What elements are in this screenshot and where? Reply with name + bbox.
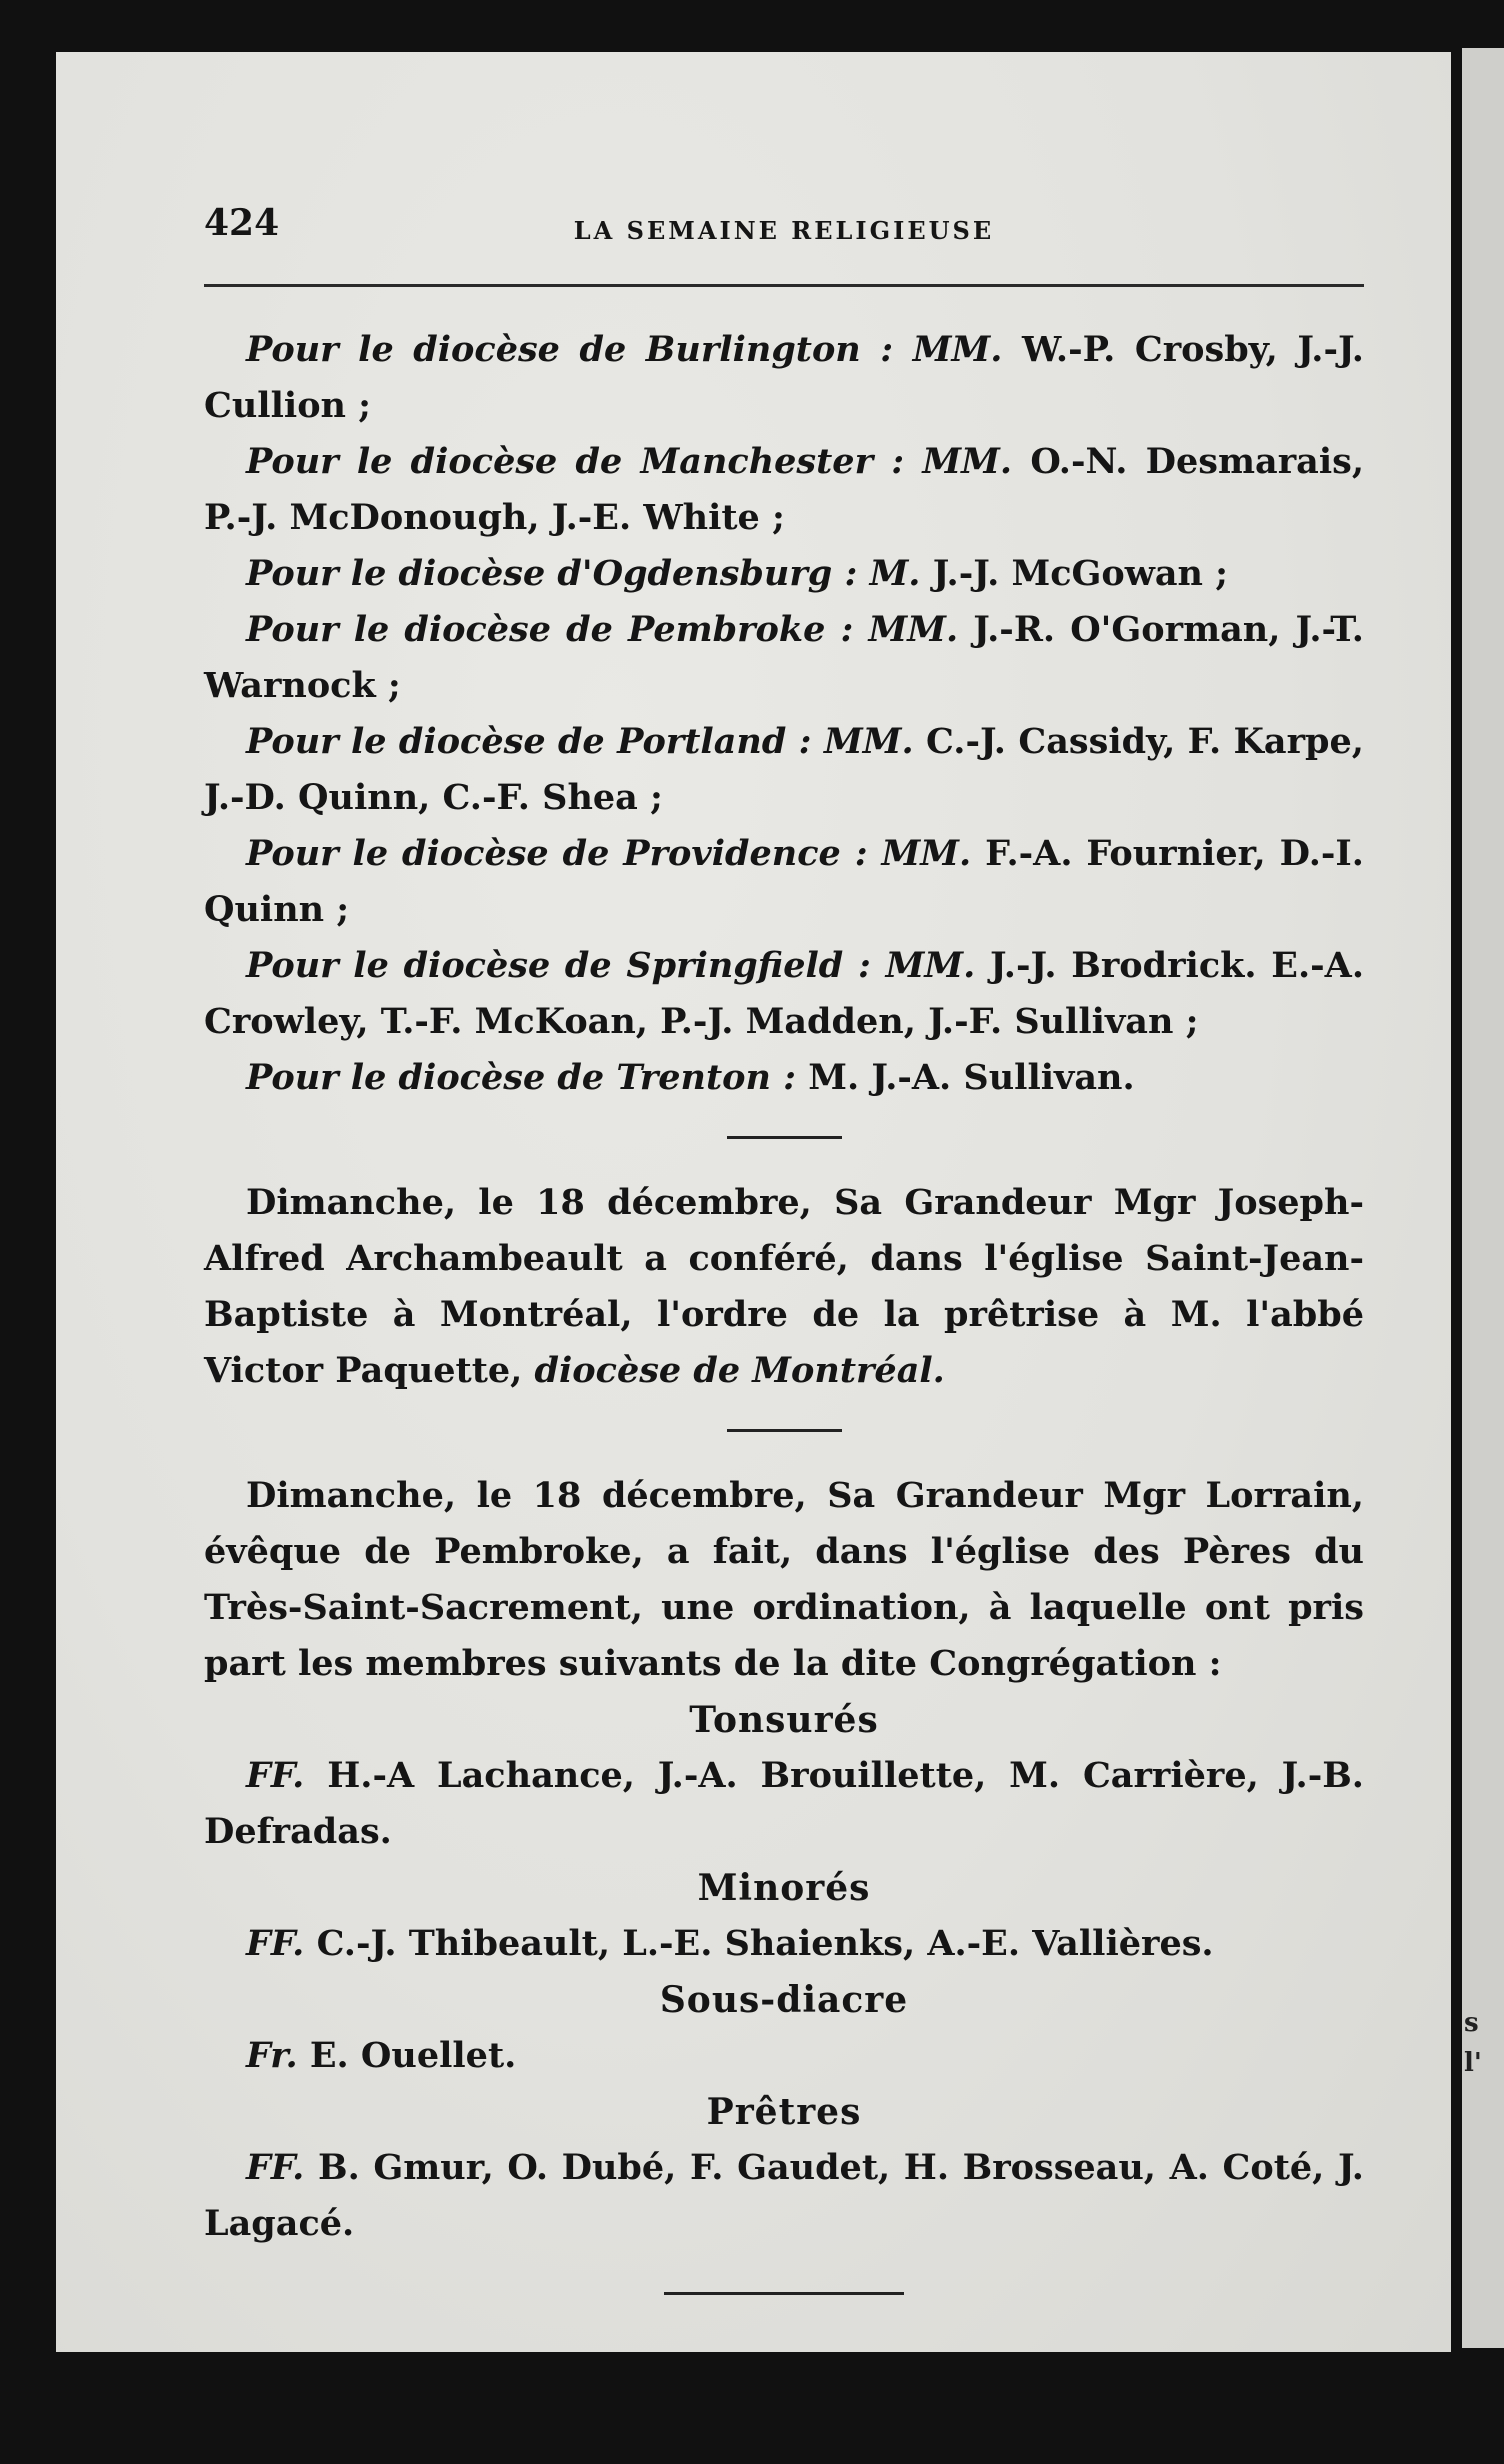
- page: [56, 52, 1451, 2352]
- diocese-entry: Pour le diocèse de Manchester : MM. O.-N. Desmarais, P.-J. McDonough, J.-E. White ;: [204, 441, 1365, 538]
- diocese-entry: Pour le diocèse de Springfield : MM. J.-J. Brodrick. E.-A. Crowley, T.-F. McKoan, P.-J. Madden, J.-F. Sullivan ;: [204, 945, 1365, 1042]
- ordination-entry: Fr. E. Ouellet.: [246, 2035, 517, 2076]
- ordination-entry: FF. C.-J. Thibeault, L.-E. Shaienks, A.-E. Vallières.: [246, 1923, 1214, 1964]
- ordination-entry: FF. B. Gmur, O. Dubé, F. Gaudet, H. Brosseau, A. Coté, J. Lagacé.: [204, 2147, 1364, 2244]
- page-number: 424: [204, 202, 280, 244]
- running-title: LA SEMAINE RELIGIEUSE: [573, 216, 995, 245]
- announcement-paragraph: Dimanche, le 18 décembre, Sa Grandeur Mgr Lorrain, évêque de Pembroke, a fait, dans l'église des Pères du Très-Saint-Sacrement, une ordination, à laquelle ont pris part les membres suivants de la dite Congrégation :: [204, 1475, 1364, 1684]
- diocese-entry: Pour le diocèse d'Ogdensburg : M. J.-J. McGowan ;: [246, 553, 1229, 594]
- diocese-entry: Pour le diocèse de Trenton : M. J.-A. Sullivan.: [246, 1057, 1135, 1098]
- diocese-entry: Pour le diocèse de Providence : MM. F.-A. Fournier, D.-I. Quinn ;: [204, 833, 1364, 930]
- diocese-entry: Pour le diocèse de Pembroke : MM. J.-R. O'Gorman, J.-T. Warnock ;: [204, 609, 1364, 706]
- page-body: [204, 322, 1364, 2331]
- adjacent-page-fragment: l': [1464, 2048, 1482, 2078]
- section-separator: [727, 1136, 842, 1139]
- ordination-heading: Minorés: [697, 1867, 871, 1909]
- adjacent-page-fragment: s: [1464, 2008, 1479, 2038]
- ordination-heading: Prêtres: [706, 2091, 862, 2133]
- adjacent-page-edge: [1462, 48, 1504, 2348]
- ordination-heading: Tonsurés: [689, 1699, 879, 1741]
- section-separator: [727, 1429, 842, 1432]
- header-rule: [204, 284, 1364, 287]
- page-header: [204, 202, 1364, 262]
- ordination-heading: Sous-diacre: [659, 1979, 909, 2021]
- section-separator: [664, 2292, 904, 2295]
- diocese-entry: Pour le diocèse de Burlington : MM. W.-P. Crosby, J.-J. Cullion ;: [204, 329, 1364, 426]
- announcement-paragraph: Dimanche, le 18 décembre, Sa Grandeur Mgr Joseph-Alfred Archambeault a conféré, dans l'église Saint-Jean-Baptiste à Montréal, l'ordre de la prêtrise à M. l'abbé Victor Paquette, diocèse de Montréal.: [204, 1182, 1364, 1391]
- ordination-entry: FF. H.-A Lachance, J.-A. Brouillette, M. Carrière, J.-B. Defradas.: [204, 1755, 1364, 1852]
- diocese-entry: Pour le diocèse de Portland : MM. C.-J. Cassidy, F. Karpe, J.-D. Quinn, C.-F. Shea ;: [204, 721, 1364, 818]
